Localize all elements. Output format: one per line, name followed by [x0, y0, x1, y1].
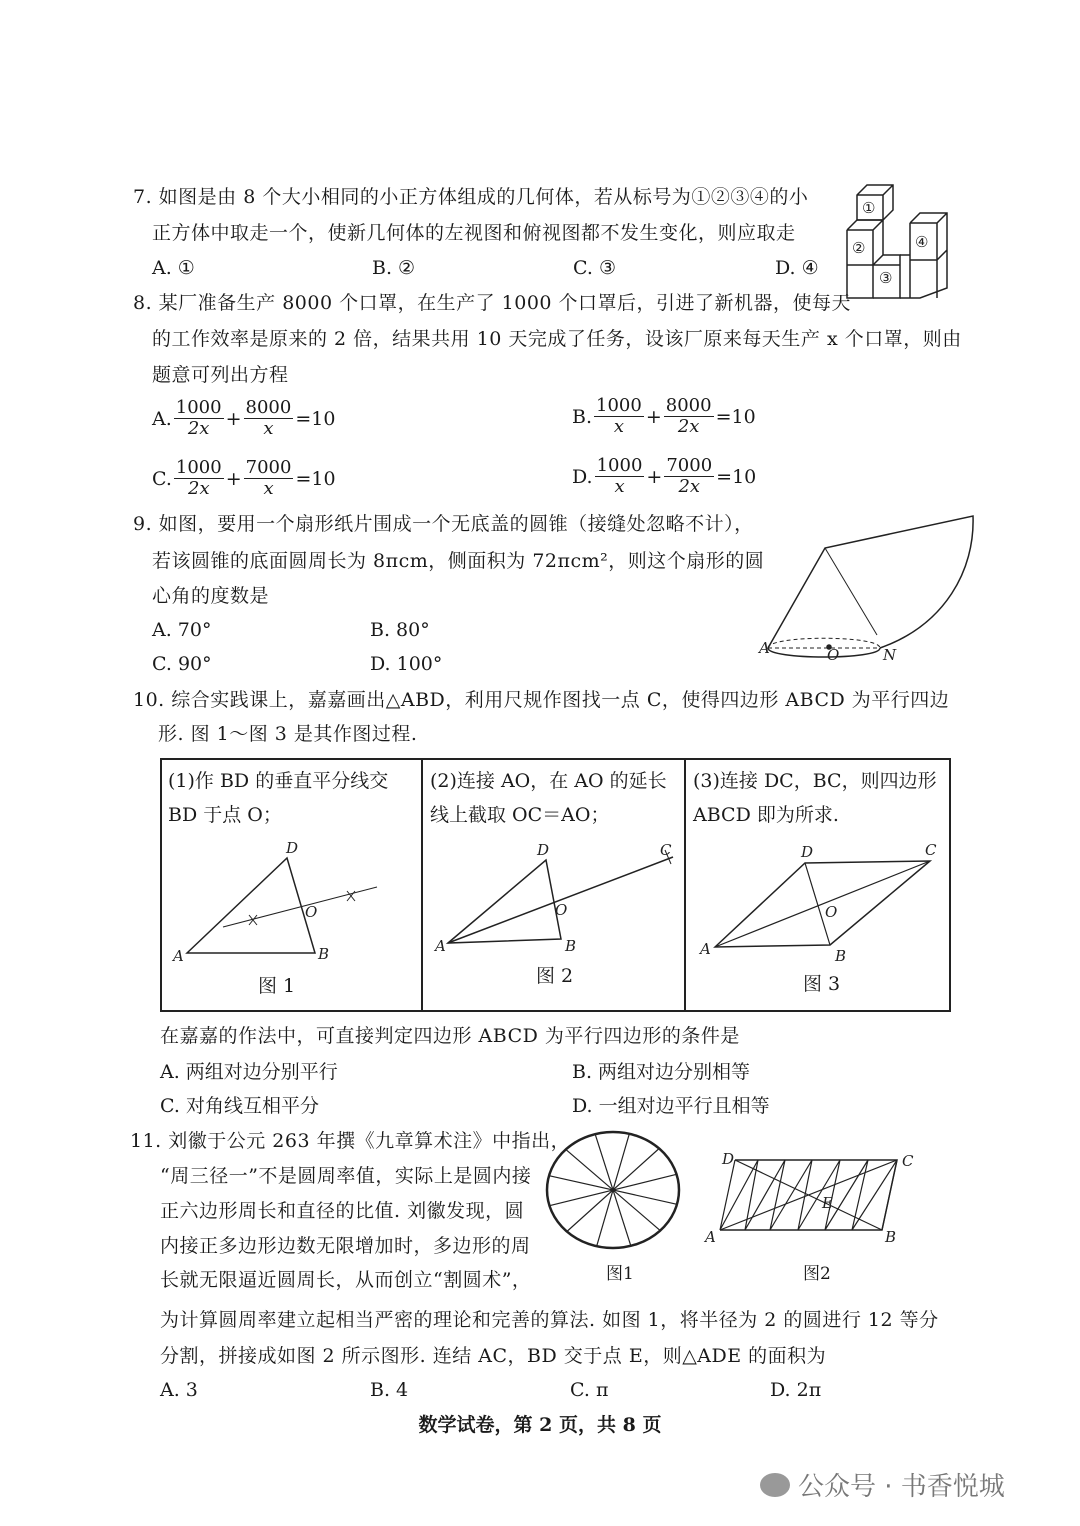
q9-option-c: C. 90° — [152, 653, 212, 675]
wechat-icon — [760, 1473, 790, 1497]
page-footer: 数学试卷，第 2 页，共 8 页 — [418, 1414, 662, 1436]
q11-option-a: A. 3 — [160, 1379, 198, 1401]
q8-line: 题意可列出方程 — [152, 364, 289, 386]
rearranged-figure-2 — [703, 1150, 914, 1246]
cube-label-1: ① — [862, 199, 876, 217]
figure-1 — [171, 839, 377, 965]
svg-text:A: A — [700, 940, 711, 958]
q9-option-a: A. 70° — [152, 619, 212, 641]
step-1-text: (1)作 BD 的垂直平分线交 BD 于点 O； — [168, 770, 389, 826]
q11-line: 长就无限逼近圆周长，从而创立“割圆术”， — [160, 1269, 532, 1291]
q11-line: 11. 刘徽于公元 263 年撰《九章算术注》中指出， — [130, 1130, 571, 1152]
q11-figures — [540, 1130, 960, 1290]
q7-option-b: B. ② — [372, 257, 416, 279]
svg-text:D: D — [722, 1150, 735, 1168]
q11-line: 分割，拼接成如图 2 所示图形. 连结 AC，BD 交于点 E，则△ADE 的面积为 — [160, 1345, 827, 1367]
q10-option-c: C. 对角线互相平分 — [160, 1095, 319, 1117]
q8-option-a: A. $\frac{1000}{2x}$ + $\frac{8000}{x}$ =10 — [152, 397, 336, 439]
cube-label-4: ④ — [915, 233, 929, 251]
step-3-text: (3)连接 DC，BC，则四边形 ABCD 即为所求. — [693, 770, 937, 826]
svg-text:D: D — [537, 841, 550, 859]
q7-option-d: D. ④ — [775, 257, 819, 279]
q11-line: 正六边形周长和直径的比值. 刘徽发现，圆 — [160, 1200, 525, 1222]
svg-text:B: B — [565, 937, 577, 955]
q11-option-c: C. π — [570, 1379, 609, 1401]
sector-line — [549, 1174, 676, 1205]
cube-label-3: ③ — [879, 269, 893, 287]
q9-line: 若该圆锥的底面圆周长为 8πcm，侧面积为 72πcm²，则这个扇形的圆 — [152, 550, 765, 572]
svg-text:C: C — [902, 1152, 914, 1170]
watermark — [760, 1466, 1005, 1503]
point-n-label: N — [883, 646, 897, 664]
cube-label-2: ② — [852, 239, 866, 257]
q7-cube-figure — [840, 180, 955, 305]
q9-line: 9. 如图，要用一个扇形纸片围成一个无底盖的圆锥（接缝处忽略不计）， — [133, 513, 754, 535]
fig3-caption: 图 3 — [803, 973, 841, 995]
svg-text:D: D — [801, 843, 814, 861]
point-o-label: O — [827, 646, 840, 664]
q11-fig2-caption: 图2 — [803, 1264, 831, 1284]
q9-cone-figure — [755, 510, 980, 670]
q11-fig1-caption: 图1 — [606, 1264, 634, 1284]
svg-text:B: B — [835, 947, 847, 965]
figure-3 — [698, 841, 937, 965]
q9-option-b: B. 80° — [370, 619, 430, 641]
svg-text:C: C — [660, 841, 672, 859]
svg-text:A: A — [705, 1228, 716, 1246]
svg-text:B: B — [885, 1228, 897, 1246]
q11-option-b: B. 4 — [370, 1379, 409, 1401]
svg-text:D: D — [286, 839, 299, 857]
q7-option-c: C. ③ — [573, 257, 616, 279]
q8-option-d: D. $\frac{1000}{x}$ + $\frac{7000}{2x}$ =10 — [572, 455, 757, 497]
q11-line: “周三径一”不是圆周率值，实际上是圆内接 — [160, 1165, 532, 1187]
svg-text:E: E — [822, 1194, 833, 1212]
q8-line: 的工作效率是原来的 2 倍，结果共用 10 天完成了任务，设该厂原来每天生产 x 个口罩，则由 — [152, 328, 962, 350]
q11-line: 内接正多边形边数无限增加时，多边形的周 — [160, 1235, 531, 1257]
q8-line: 8. 某厂准备生产 8000 个口罩，在生产了 1000 个口罩后，引进了新机器，使每天 — [133, 292, 852, 314]
q7-line: 正方体中取走一个，使新几何体的左视图和俯视图都不发生变化，则应取走 — [152, 222, 796, 244]
q10-construction-figures — [165, 835, 945, 970]
q7-line: 7. 如图是由 8 个大小相同的小正方体组成的几何体，若从标号为①②③④的小 — [133, 186, 809, 208]
svg-text:B: B — [318, 945, 330, 963]
fig2-caption: 图 2 — [536, 965, 574, 987]
svg-text:O: O — [825, 903, 838, 921]
q7-option-a: A. ① — [152, 257, 195, 279]
q8-option-b: B. $\frac{1000}{x}$ + $\frac{8000}{2x}$ =10 — [572, 395, 756, 437]
step-2-text: (2)连接 AO，在 AO 的延长 线上截取 OC＝AO； — [430, 770, 667, 826]
q9-option-d: D. 100° — [370, 653, 443, 675]
q9-line: 心角的度数是 — [152, 585, 270, 607]
q10-option-d: D. 一组对边平行且相等 — [572, 1095, 770, 1117]
fig1-caption: 图 1 — [258, 975, 296, 997]
svg-text:A: A — [173, 947, 184, 965]
q10-question: 在嘉嘉的作法中，可直接判定四边形 ABCD 为平行四边形的条件是 — [160, 1025, 740, 1047]
svg-text:O: O — [305, 903, 318, 921]
q10-line: 10. 综合实践课上，嘉嘉画出△ABD，利用尺规作图找一点 C，使得四边形 ABCD 为平行四边 — [133, 689, 950, 711]
svg-text:C: C — [925, 841, 937, 859]
watermark-text: 公众号 · 书香悦城 — [798, 1472, 1005, 1502]
circle-12-sectors-figure — [547, 1132, 679, 1248]
figure-2 — [433, 841, 673, 955]
q10-line: 形. 图 1～图 3 是其作图过程. — [158, 723, 418, 745]
point-a-label: A — [759, 639, 770, 657]
q10-option-a: A. 两组对边分别平行 — [160, 1061, 338, 1083]
svg-text:A: A — [435, 937, 446, 955]
svg-text:O: O — [555, 901, 568, 919]
q11-option-d: D. 2π — [770, 1379, 822, 1401]
q8-option-c: C. $\frac{1000}{2x}$ + $\frac{7000}{x}$ =10 — [152, 457, 336, 499]
q11-line: 为计算圆周率建立起相当严密的理论和完善的算法. 如图 1，将半径为 2 的圆进行 12 等分 — [160, 1309, 939, 1331]
q10-option-b: B. 两组对边分别相等 — [572, 1061, 751, 1083]
